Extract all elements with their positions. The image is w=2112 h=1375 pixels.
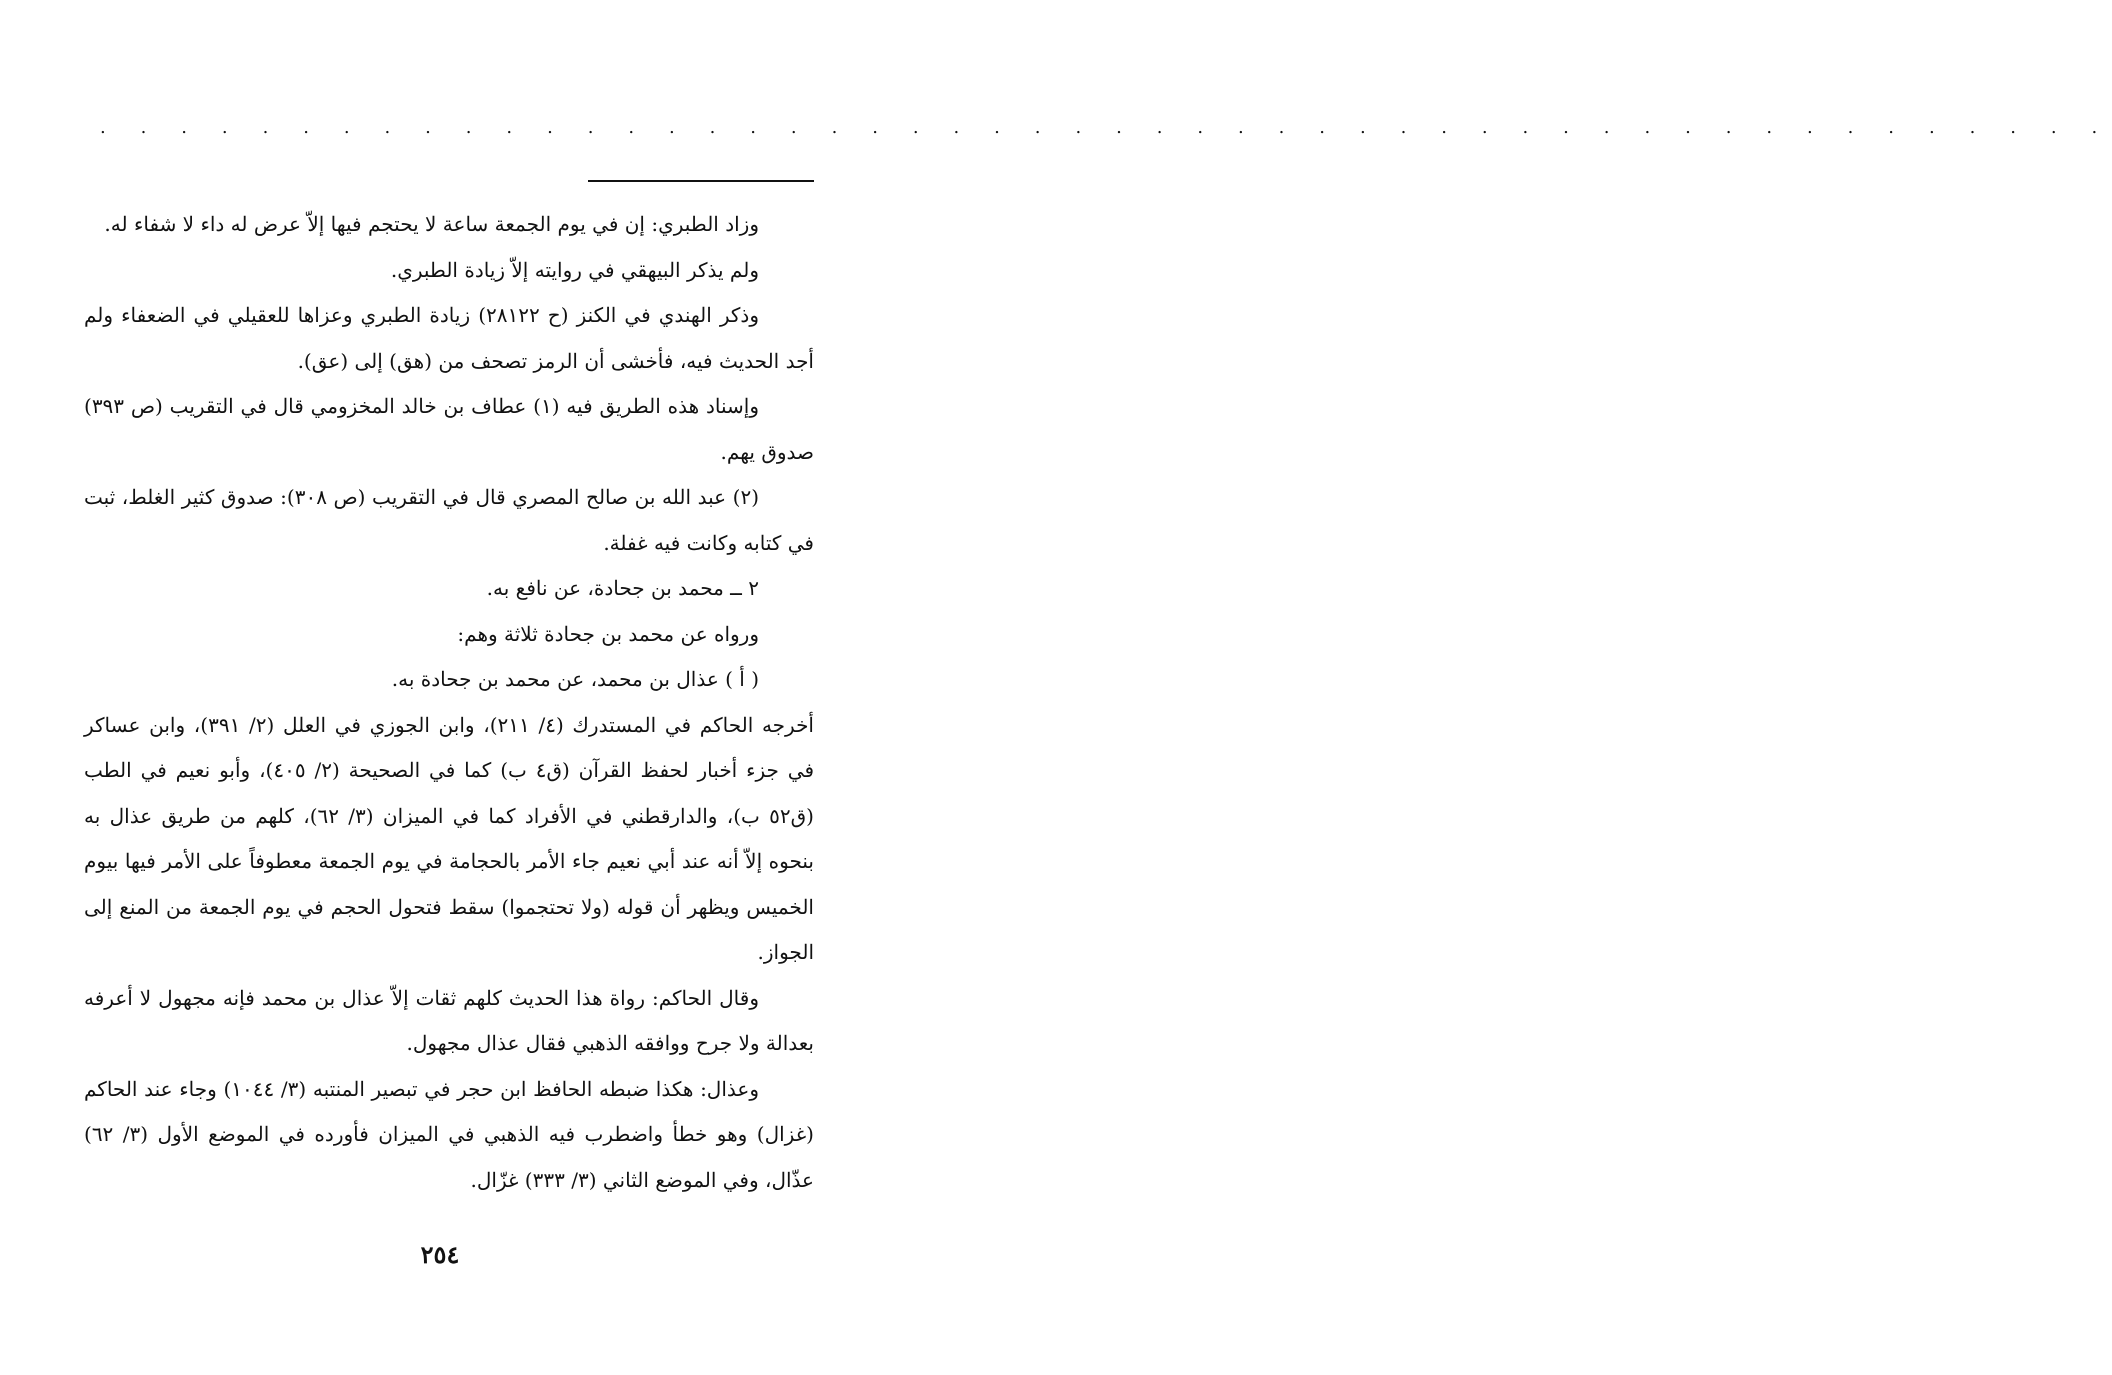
paragraph: ( أ ) عذال بن محمد، عن محمد بن جحادة به. (391, 667, 759, 691)
paragraph: (٢) عبد الله بن صالح المصري قال في التقريب (ص ٣٠٨): صدوق كثير الغلط، ثبت في كتابه وكانت فيه غفلة. (84, 485, 814, 555)
paragraph: ورواه عن محمد بن جحادة ثلاثة وهم: (457, 621, 759, 646)
paragraph: وإسناد هذه الطريق فيه (١) عطاف بن خالد المخزومي قال في التقريب (ص ٣٩٣) صدوق يهم. (84, 394, 814, 464)
paragraph: وزاد الطبري: إن في يوم الجمعة ساعة لا يحتجم فيها إلاّ عرض له داء لا شفاء له. (104, 212, 759, 236)
paragraph: ولم يذكر البيهقي في روايته إلاّ زيادة الطبري. (390, 257, 759, 282)
footnote-rule (588, 180, 814, 182)
page-number: ٢٥٤ (420, 1240, 460, 1269)
dotted-separator: . . . . . . . . . . . . . . . . . . . . . . . . . . . . . . . . . . . . . . . . . . . . . . . . . . (100, 117, 2112, 138)
paragraph: وعذال: هكذا ضبطه الحافظ ابن حجر في تبصير المنتبه (٣/ ١٠٤٤) وجاء عند الحاكم (غزال) وهو خطأ واضطرب فيه الذهبي في الميزان فأورده في الموضع الأول (٣/ ٦٢) عذّال، وفي الموضع الثاني (٣/ ٣٣٣) غزّال. (84, 1076, 814, 1192)
paragraph: وذكر الهندي في الكنز (ح ٢٨١٢٢) زيادة الطبري وعزاها للعقيلي في الضعفاء ولم أجد الحديث فيه، فأخشى أن الرمز تصحف من (هق) إلى (عق). (84, 303, 814, 373)
page-body (84, 202, 814, 1203)
paragraph: أخرجه الحاكم في المستدرك (٤/ ٢١١)، وابن الجوزي في العلل (٢/ ٣٩١)، وابن عساكر في جزء أخبار لحفظ القرآن (ق٤ ب) كما في الصحيحة (٢/ ٤٠٥)، وأبو نعيم في الطب (ق٥٢ ب)، والدارقطني في الأفراد كما في الميزان (٣/ ٦٢)، كلهم من طريق عذال به بنحوه إلاّ أنه عند أبي نعيم جاء الأمر بالحجامة في يوم الجمعة معطوفاً على الأمر فيها بيوم الخميس ويظهر أن قوله (ولا تحتجموا) سقط فتحول الحجم في يوم الجمعة من المنع إلى الجواز. (84, 712, 815, 964)
paragraph: ٢ ــ محمد بن جحادة، عن نافع به. (486, 576, 759, 600)
paragraph: وقال الحاكم: رواة هذا الحديث كلهم ثقات إلاّ عذال بن محمد فإنه مجهول لا أعرفه بعدالة ولا جرح ووافقه الذهبي فقال عذال مجهول. (84, 985, 814, 1055)
